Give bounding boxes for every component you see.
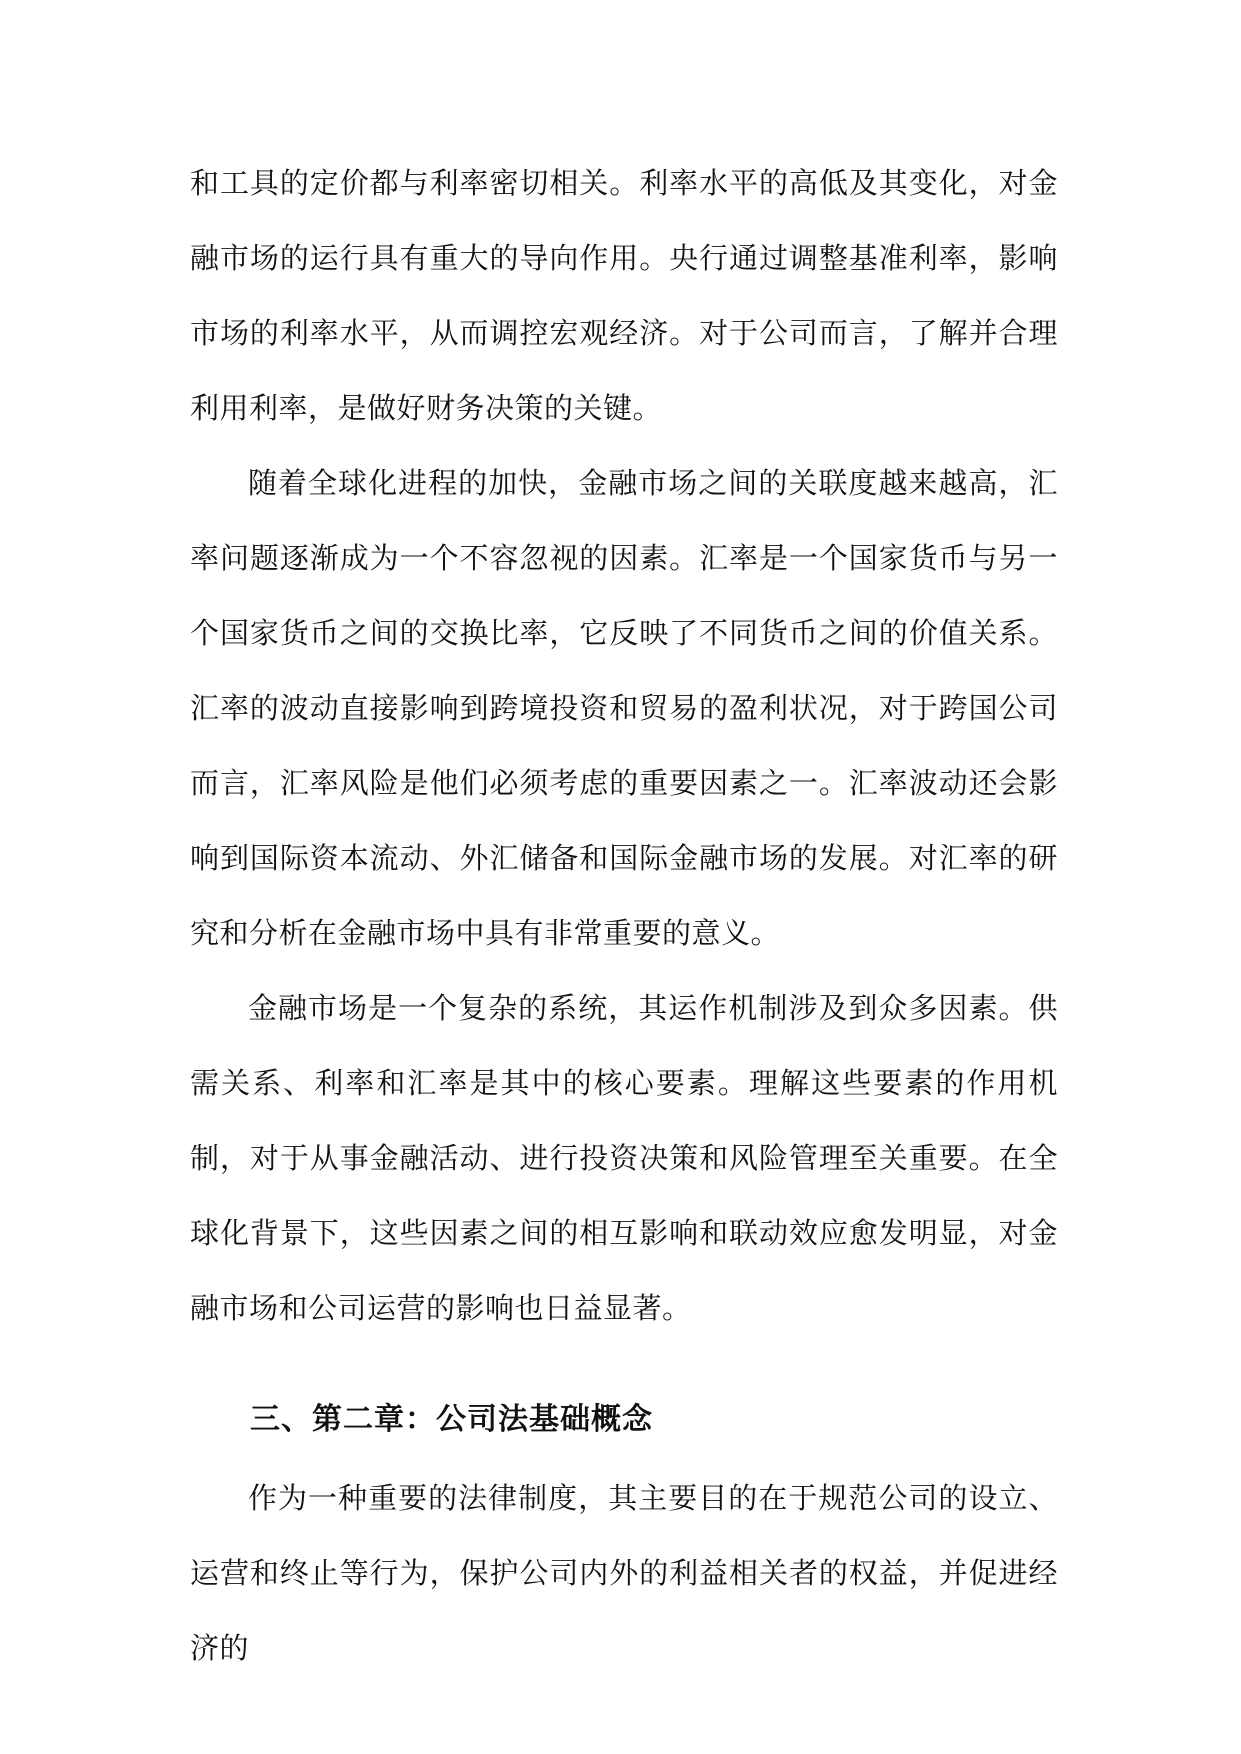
paragraph-market-system: 金融市场是一个复杂的系统，其运作机制涉及到众多因素。供需关系、利率和汇率是其中的核心要素。理解这些要素的作用机制，对于从事金融活动、进行投资决策和风险管理至关重要。在全球化背景下，这些因素之间的相互影响和联动效应愈发明显，对金融市场和公司运营的影响也日益显著。 — [190, 991, 1058, 1325]
paragraph-company-law: 作为一种重要的法律制度，其主要目的在于规范公司的设立、运营和终止等行为，保护公司内外的利益相关者的权益，并促进经济的 — [190, 1481, 1058, 1665]
paragraph-exchange-rate: 随着全球化进程的加快，金融市场之间的关联度越来越高，汇率问题逐渐成为一个不容忽视的因素。汇率是一个国家货币与另一个国家货币之间的交换比率，它反映了不同货币之间的价值关系。汇率的波动直接影响到跨境投资和贸易的盈利状况，对于跨国公司而言，汇率风险是他们必须考虑的重要因素之一。汇率波动还会影响到国际资本流动、外汇储备和国际金融市场的发展。对汇率的研究和分析在金融市场中具有非常重要的意义。 — [190, 466, 1058, 950]
paragraph-interest-rate: 和工具的定价都与利率密切相关。利率水平的高低及其变化，对金融市场的运行具有重大的导向作用。央行通过调整基准利率，影响市场的利率水平，从而调控宏观经济。对于公司而言，了解并合理利用利率，是做好财务决策的关键。 — [190, 166, 1058, 425]
section-heading: 三、第二章：公司法基础概念 — [250, 1402, 653, 1437]
text-column — [190, 146, 1058, 1686]
